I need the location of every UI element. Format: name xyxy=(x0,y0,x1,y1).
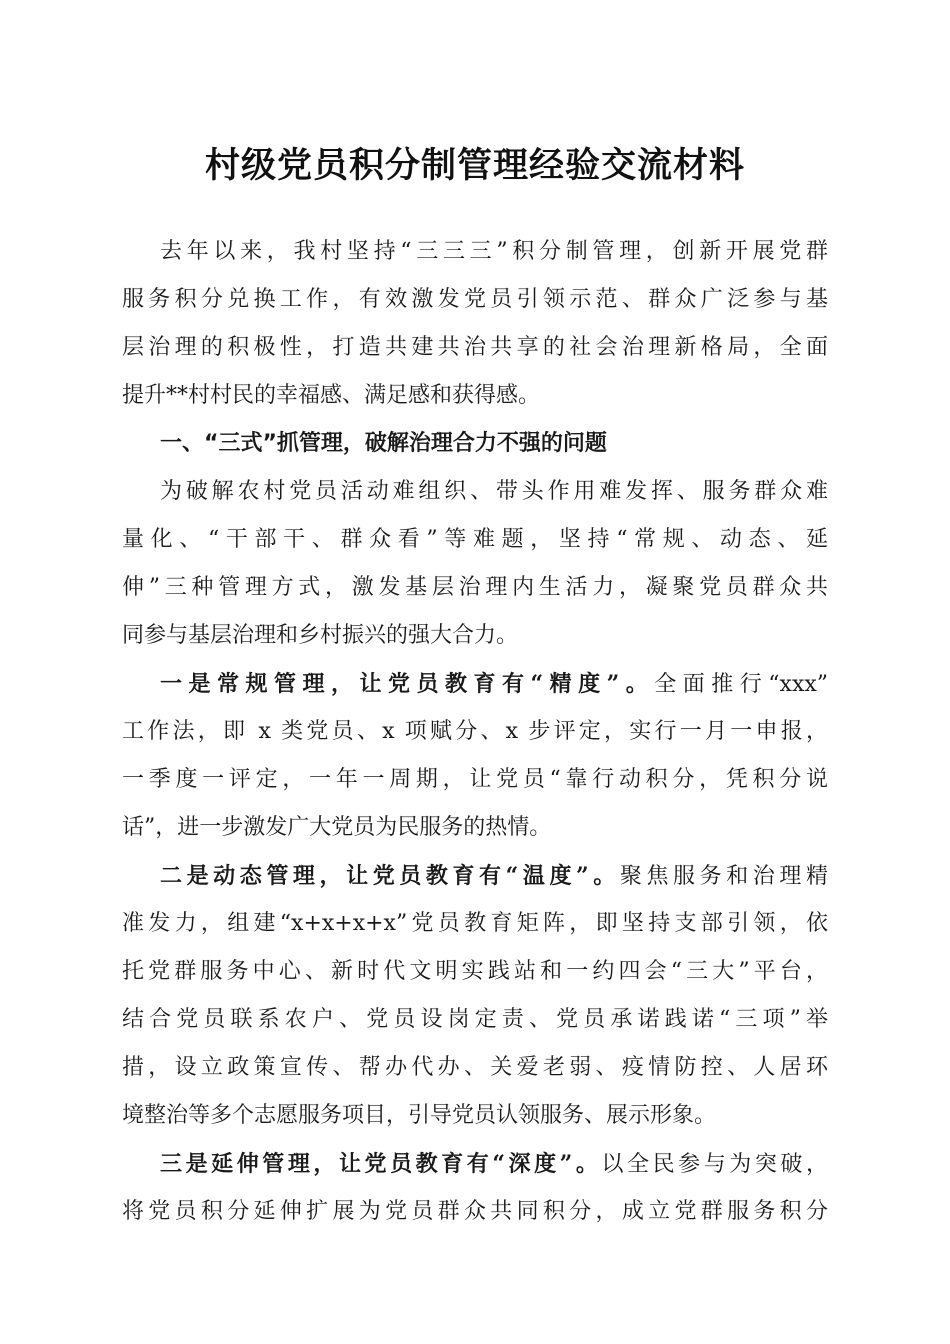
paragraph-4-lead: 二是动态管理，让党员教育有“温度”。 xyxy=(160,863,620,889)
document-title: 村级党员积分制管理经验交流材料 xyxy=(204,145,745,186)
paragraph-3-line-1 xyxy=(160,660,828,708)
paragraph-1-line-1: 去年以来，我村坚持“三三三”积分制管理，创新开展党群 xyxy=(160,239,828,264)
paragraph-3-lead: 一是常规管理，让党员教育有“精度”。 xyxy=(160,671,655,697)
paragraph-4-line-1 xyxy=(160,852,828,900)
paragraph-3-line-1-text: 全面推行“xxx” xyxy=(654,672,829,697)
paragraph-3-line-2: 工作法，即 x 类党员、x 项赋分、x 步评定，实行一月一申报， xyxy=(122,719,828,744)
paragraph-5-line-1 xyxy=(160,1140,828,1188)
paragraph-3-line-3: 一季度一评定，一年一周期，让党员“靠行动积分，凭积分说 xyxy=(122,767,828,792)
paragraph-4-line-2: 准发力，组建“x+x+x+x”党员教育矩阵，即坚持支部引领，依 xyxy=(122,911,828,936)
paragraph-2-line-1: 为破解农村党员活动难组织、带头作用难发挥、服务群众难 xyxy=(160,479,828,504)
paragraph-1-line-4: 提升**村村民的幸福感、满足感和获得感。 xyxy=(122,383,541,408)
paragraph-4-line-5: 措，设立政策宣传、帮办代办、关爱老弱、疫情防控、人居环 xyxy=(122,1055,828,1080)
paragraph-5-line-2: 将党员积分延伸扩展为党员群众共同积分，成立党群服务积分 xyxy=(122,1199,828,1224)
paragraph-4-line-6: 境整治等多个志愿服务项目，引导党员认领服务、展示形象。 xyxy=(122,1103,717,1128)
paragraph-4-line-1-text: 聚焦服务和治理精 xyxy=(619,864,828,889)
paragraph-2-line-3: 伸”三种管理方式，激发基层治理内生活力，凝聚党员群众共 xyxy=(122,575,828,600)
paragraph-2-line-2: 量化、“干部干、群众看”等难题，坚持“常规、动态、延 xyxy=(122,527,828,552)
paragraph-5-lead: 三是延伸管理，让党员教育有“深度”。 xyxy=(160,1151,602,1177)
paragraph-4-line-4: 结合党员联系农户、党员设岗定责、党员承诺践诺“三项”举 xyxy=(122,1007,828,1032)
paragraph-1-line-2: 服务积分兑换工作，有效激发党员引领示范、群众广泛参与基 xyxy=(122,287,828,312)
paragraph-1-line-3: 层治理的积极性，打造共建共治共享的社会治理新格局，全面 xyxy=(122,335,828,360)
paragraph-3-line-4: 话”，进一步激发广大党员为民服务的热情。 xyxy=(122,815,552,840)
paragraph-4-line-3: 托党群服务中心、新时代文明实践站和一约四会“三大”平台， xyxy=(122,959,828,984)
paragraph-2-line-4: 同参与基层治理和乡村振兴的强大合力。 xyxy=(122,623,519,648)
paragraph-5-line-1-text: 以全民参与为突破， xyxy=(601,1152,828,1177)
section-heading-1: 一、“三式”抓管理，破解治理合力不强的问题 xyxy=(160,431,607,456)
